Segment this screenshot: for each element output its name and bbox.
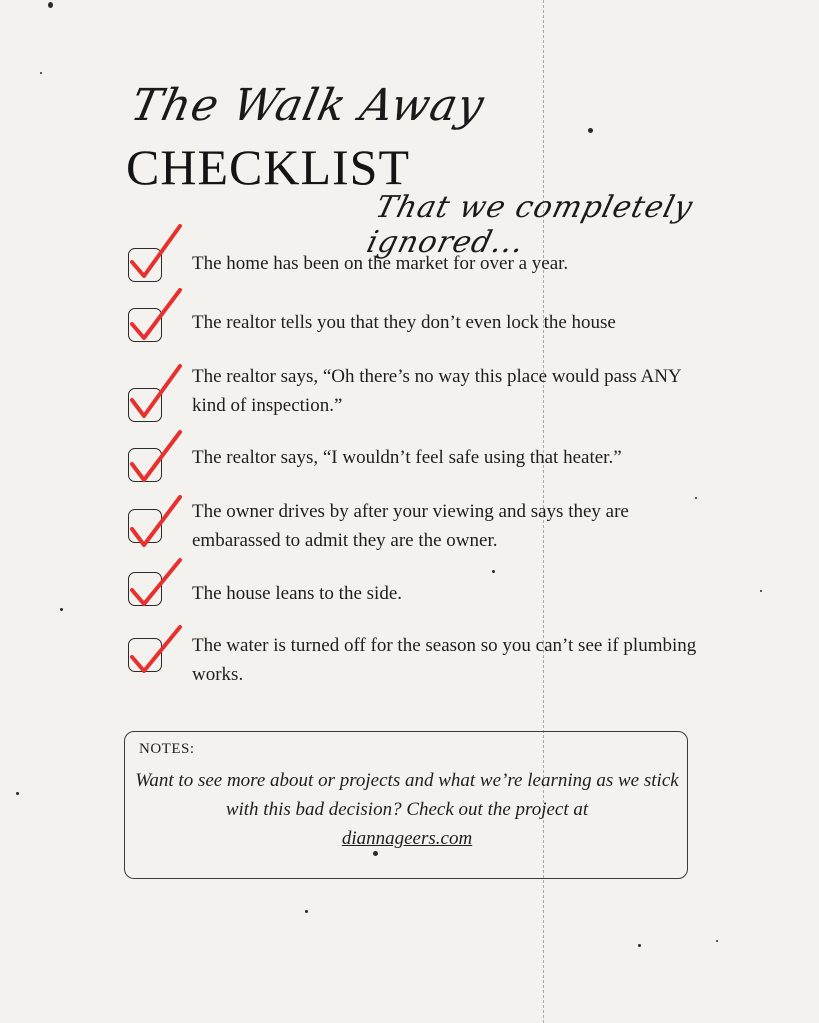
checklist-item[interactable] [126,432,706,492]
checkmark-icon [126,224,188,284]
page-title: CHECKLIST [126,139,410,195]
checkmark-icon [126,364,188,424]
checklist-item-text: The house leans to the side. [192,583,403,604]
subtitle: That we completely ignored... [363,190,697,260]
checklist-item-text: The home has been on the market for over a year. [192,253,569,274]
checklist-item[interactable] [126,560,706,620]
checklist-item-text: The realtor tells you that they don’t even lock the house [192,312,616,333]
speck [638,944,641,947]
checkmark-icon [126,558,188,618]
notes-body [125,766,689,853]
checkmark-icon [126,430,188,490]
speck [305,910,308,913]
speck [40,72,42,74]
checkmark-icon [126,495,188,555]
checklist-item[interactable] [126,228,706,288]
notes-box [124,731,688,879]
speck [48,2,53,8]
checklist-item-text: The owner drives by after your viewing and says they are embarassed to admit they are the owner. [192,501,629,551]
checklist-item-text: The water is turned off for the season so you can’t see if plumbing works. [192,635,697,685]
checklist-item-text: The realtor says, “Oh there’s no way this place would pass ANY kind of inspection.” [192,366,681,416]
checklist-item[interactable] [126,497,706,557]
notes-label: NOTES: [139,741,195,757]
speck [588,128,593,133]
checkmark-icon [126,288,188,348]
speck [16,792,19,795]
script-title: The Walk Away [126,80,490,131]
notes-text: Want to see more about or projects and what we’re learning as we stick with this bad decision? Check out the project at [135,770,679,820]
checklist-item[interactable] [126,625,706,685]
checklist-item-text: The realtor says, “I wouldn’t feel safe using that heater.” [192,447,622,468]
speck [760,590,762,592]
checkmark-icon [126,625,188,685]
checklist-item[interactable] [126,362,706,422]
checklist-item[interactable] [126,292,706,352]
website-link[interactable]: diannageers.com [341,828,473,849]
speck [60,608,63,611]
speck [716,940,718,942]
